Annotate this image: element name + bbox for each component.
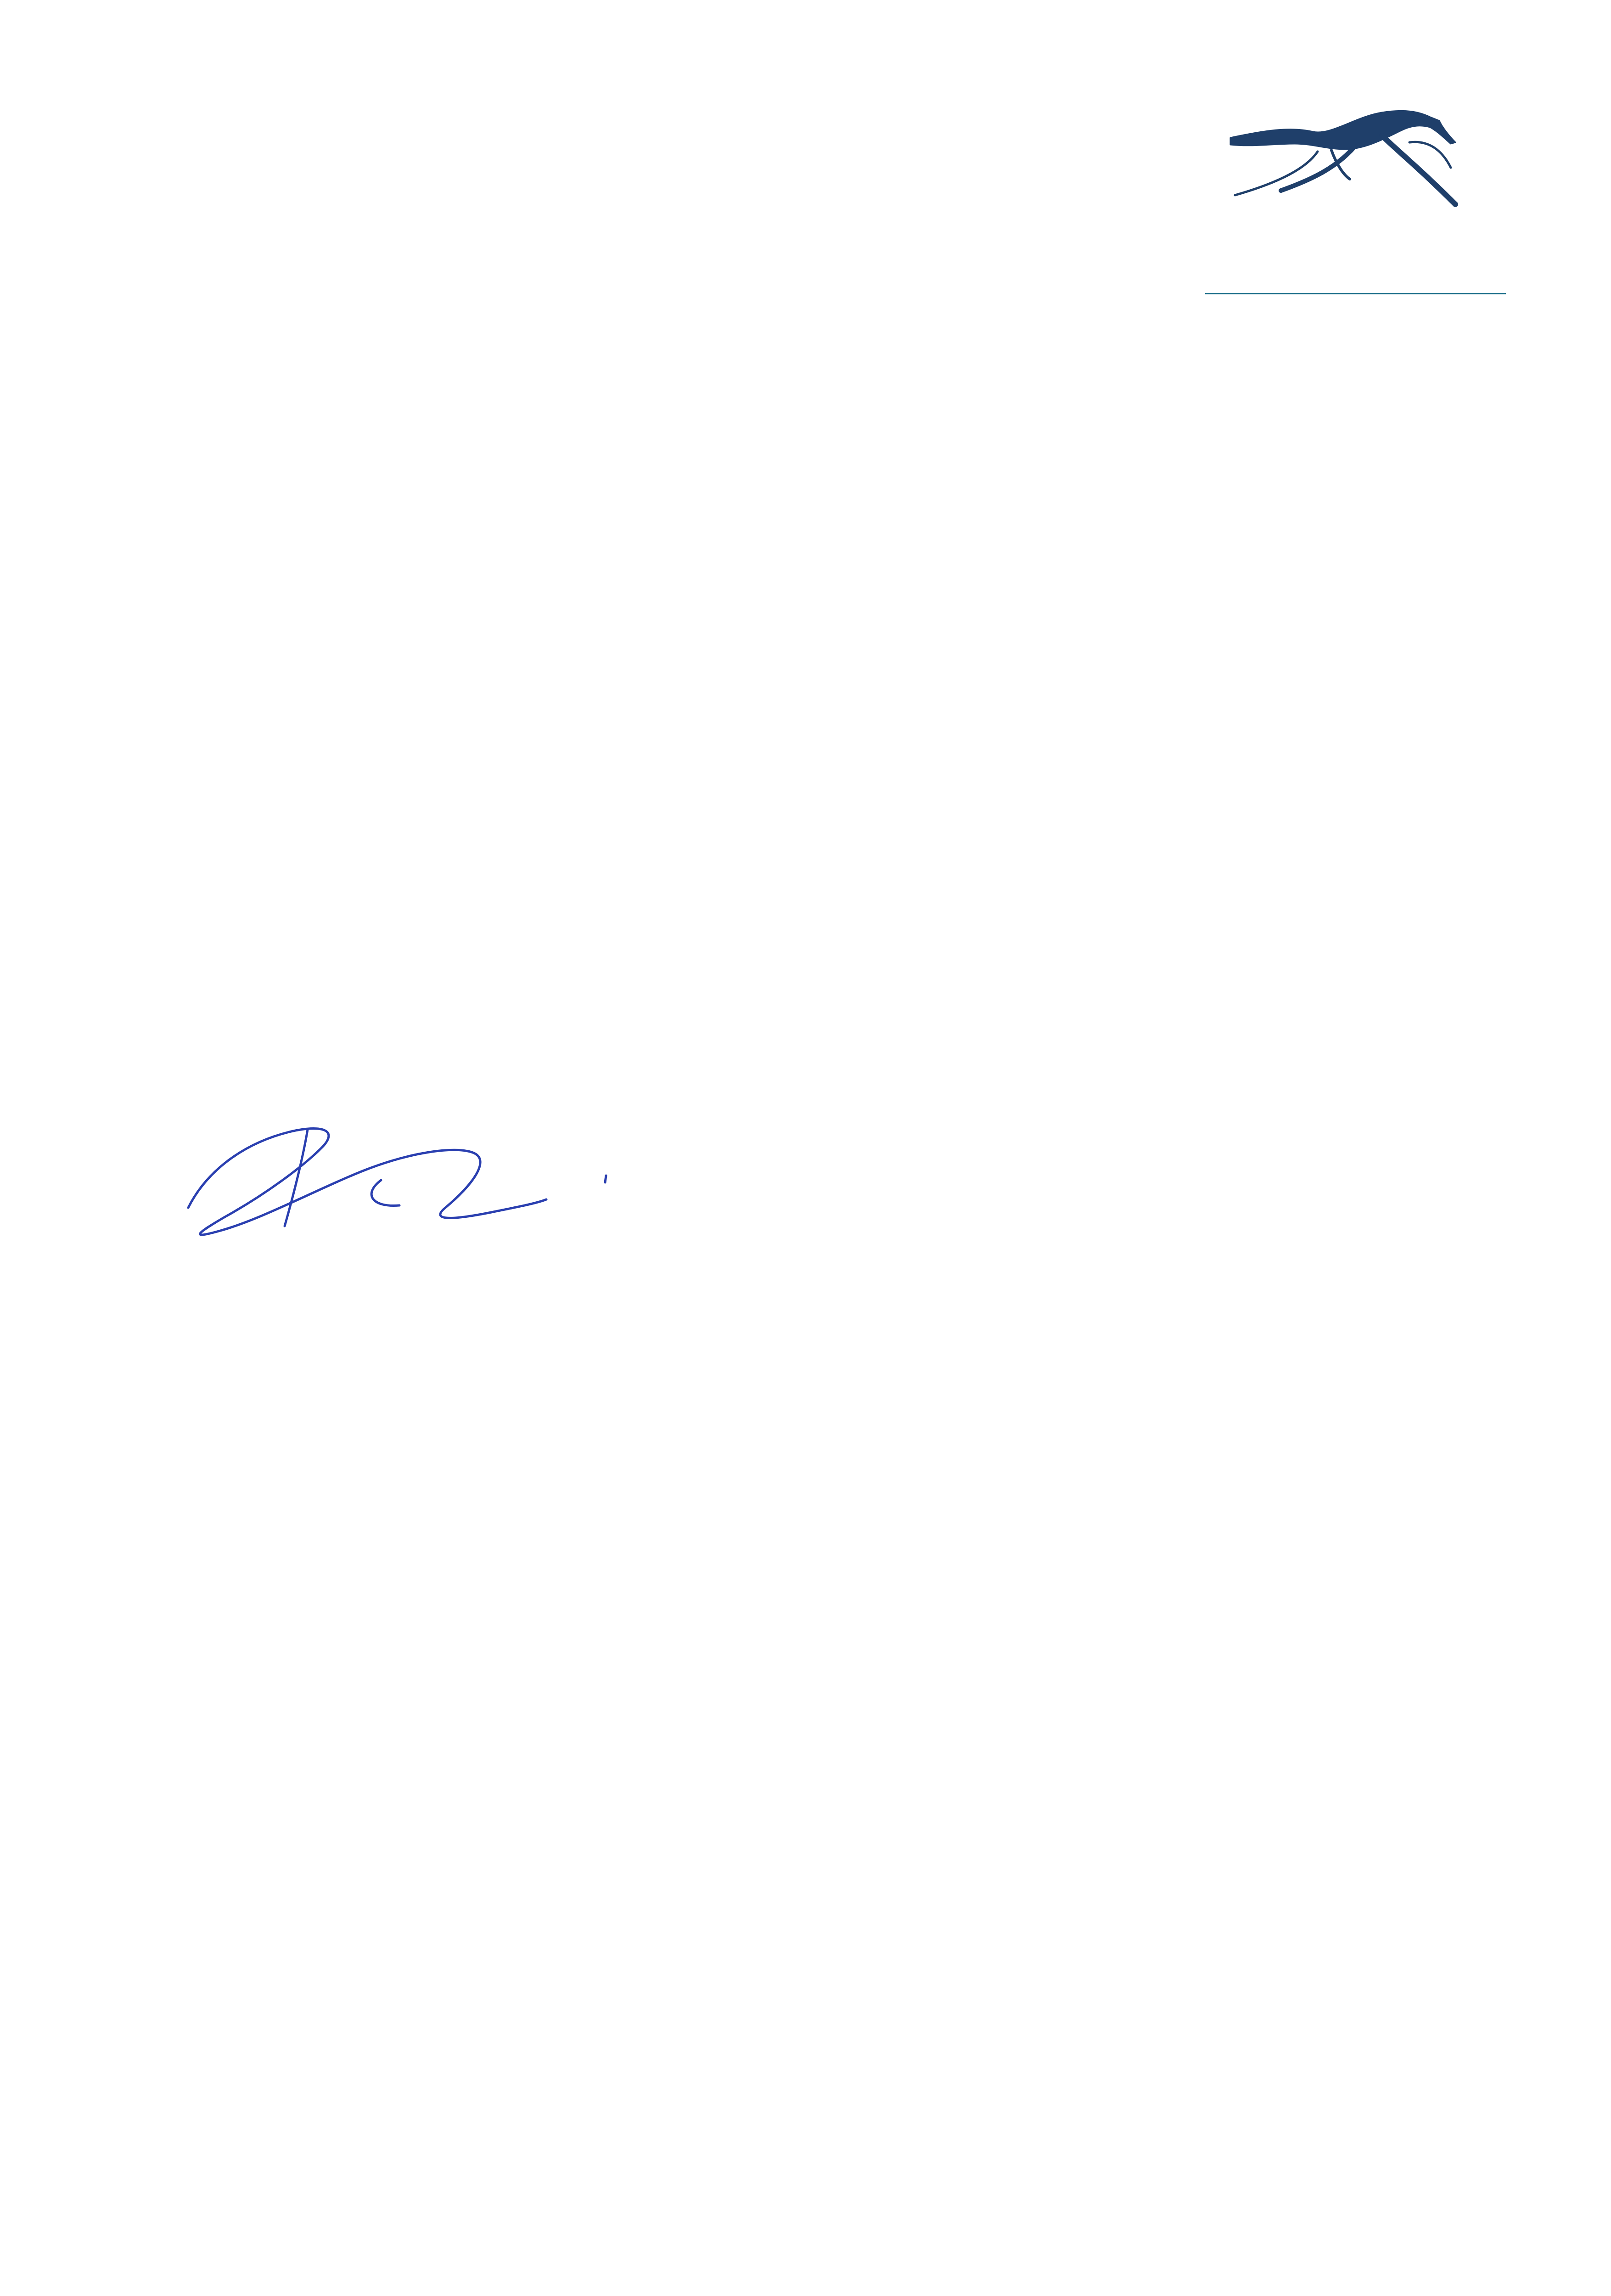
certificate-body xyxy=(186,708,1426,725)
brand-divider xyxy=(1205,293,1506,294)
horse-logo-icon xyxy=(1180,99,1520,338)
signature-icon xyxy=(170,1102,620,1254)
